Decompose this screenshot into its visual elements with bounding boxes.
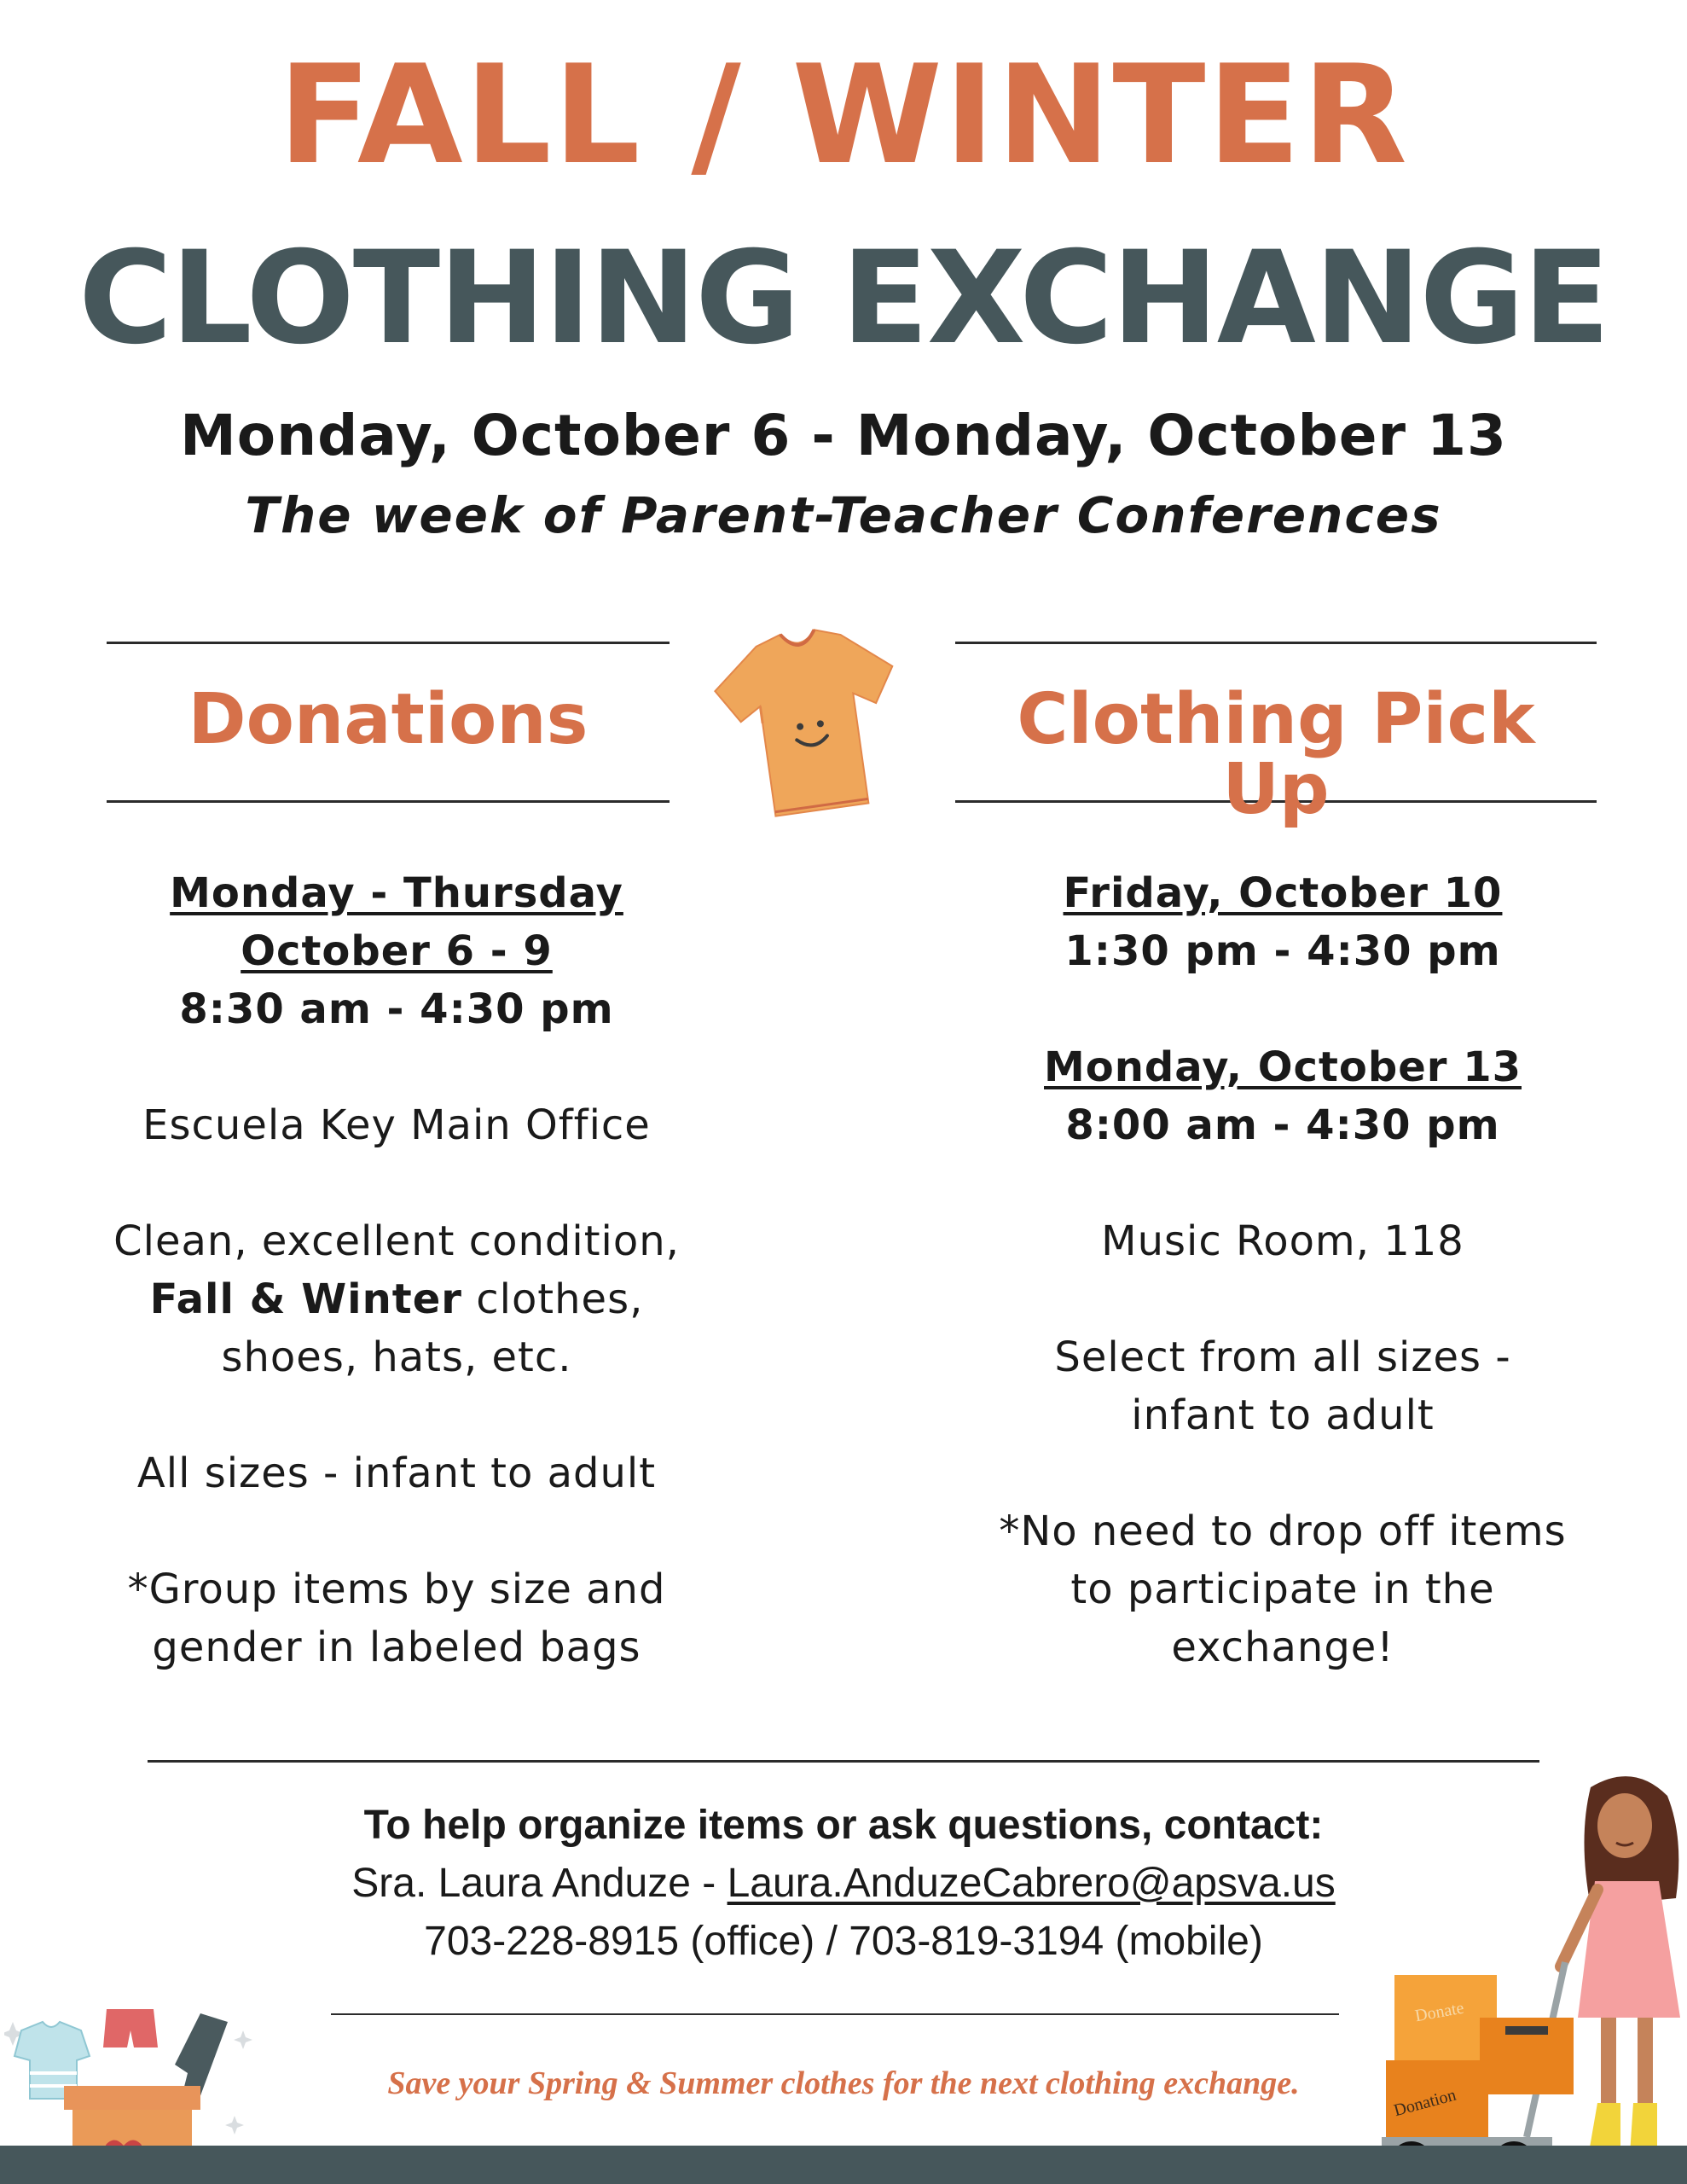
- pickup-sizes-line1: Select from all sizes -: [1054, 1333, 1511, 1381]
- donations-note-line2: gender in labeled bags: [152, 1623, 641, 1671]
- pickup-note-line1: *No need to drop off items: [999, 1507, 1567, 1555]
- contact-bottom-rule: [331, 2013, 1339, 2015]
- bottom-bar: [0, 2146, 1687, 2184]
- pickup-location: Music Room, 118: [1101, 1217, 1464, 1265]
- pickup-top-rule: [955, 642, 1597, 644]
- tshirt-icon: [699, 614, 921, 836]
- pickup-hours1: 1:30 pm - 4:30 pm: [1064, 927, 1501, 975]
- event-subtitle: The week of Parent-Teacher Conferences: [245, 486, 1442, 544]
- donations-sizes: All sizes - infant to adult: [136, 1449, 657, 1497]
- donations-location: Escuela Key Main Office: [142, 1101, 651, 1149]
- donations-condition-bold: Fall & Winter: [149, 1275, 462, 1323]
- pickup-day1: Friday, October 10: [1063, 869, 1503, 917]
- girl-with-cart-icon: [1377, 1762, 1687, 2184]
- donations-details: [81, 864, 712, 1676]
- donations-condition-line2: [81, 1270, 712, 1328]
- contact-name: Sra. Laura Anduze -: [351, 1861, 728, 1906]
- donations-condition-rest: clothes,: [461, 1275, 644, 1323]
- pickup-day2: Monday, October 13: [1044, 1043, 1522, 1091]
- title-line-1: FALL / WINTER: [277, 35, 1410, 195]
- contact-top-rule: [148, 1760, 1539, 1763]
- pickup-heading: Clothing Pick Up: [1017, 679, 1535, 830]
- donations-bottom-rule: [107, 800, 670, 803]
- title-line-2: CLOTHING EXCHANGE: [78, 224, 1609, 373]
- pickup-sizes-line2: infant to adult: [1131, 1391, 1435, 1439]
- donations-condition-line3: shoes, hats, etc.: [221, 1333, 572, 1381]
- contact-phones: 703-228-8915 (office) / 703-819-3194 (mobile): [424, 1919, 1263, 1964]
- donations-heading: Donations: [188, 679, 588, 760]
- box-label-donate: Donate: [1413, 1998, 1466, 2026]
- contact-email-link[interactable]: Laura.AnduzeCabrero@apsva.us: [727, 1861, 1336, 1906]
- donations-days: Monday - Thursday: [170, 869, 623, 917]
- donations-note-line1: *Group items by size and: [127, 1565, 666, 1613]
- pickup-note-line2: to participate in the: [1070, 1565, 1495, 1613]
- contact-heading: To help organize items or ask questions, contact:: [363, 1803, 1324, 1848]
- donations-top-rule: [107, 642, 670, 644]
- box-label-donation: Donation: [1391, 2085, 1458, 2121]
- footer-note: Save your Spring & Summer clothes for the next clothing exchange.: [387, 2065, 1300, 2101]
- event-dates: Monday, October 6 - Monday, October 13: [180, 403, 1507, 468]
- pickup-details: [955, 864, 1610, 1676]
- pickup-note-line3: exchange!: [1171, 1623, 1394, 1671]
- donations-date-range: October 6 - 9: [241, 927, 553, 975]
- donations-condition-line1: Clean, excellent condition,: [113, 1217, 680, 1265]
- donations-hours: 8:30 am - 4:30 pm: [179, 985, 614, 1033]
- pickup-hours2: 8:00 am - 4:30 pm: [1065, 1101, 1500, 1149]
